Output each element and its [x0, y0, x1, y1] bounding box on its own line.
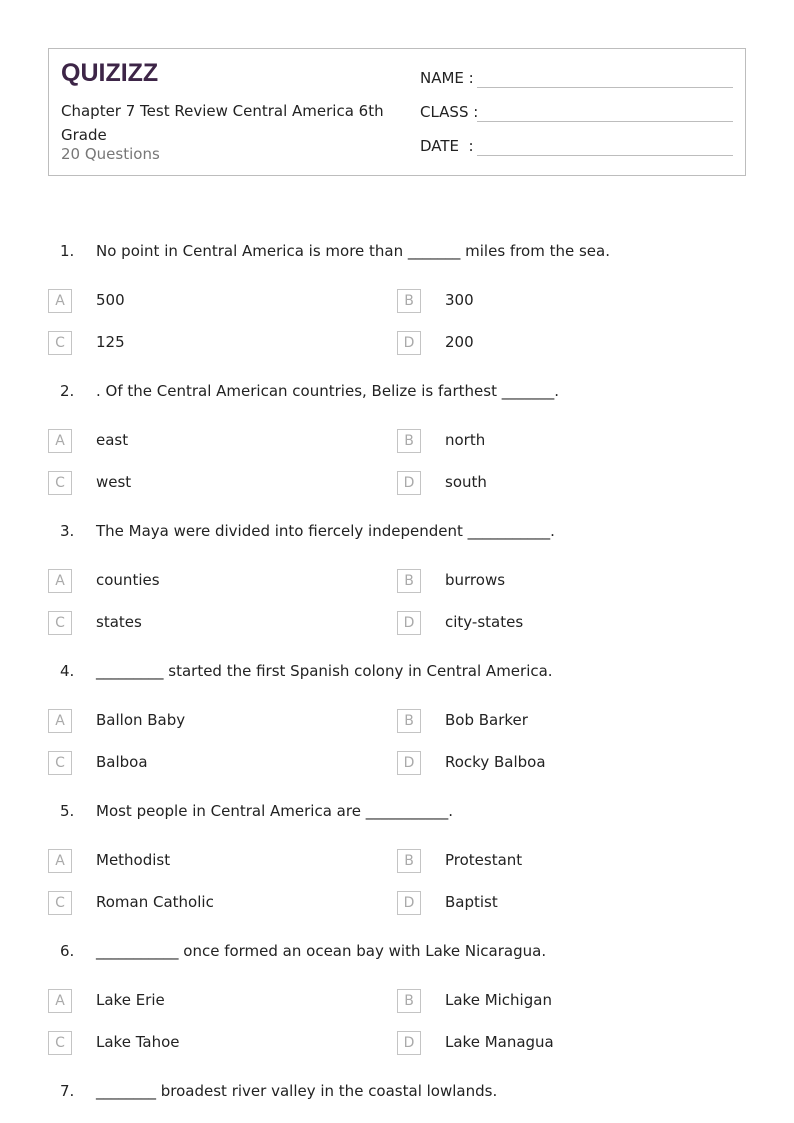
- option-letter-box[interactable]: B: [397, 289, 421, 313]
- option-text: Balboa: [96, 753, 148, 771]
- question-text: No point in Central America is more than _______ miles from the sea.: [96, 242, 610, 260]
- option-letter-box[interactable]: A: [48, 849, 72, 873]
- option-letter-box[interactable]: D: [397, 751, 421, 775]
- option-text: counties: [96, 571, 160, 589]
- name-label: NAME :: [420, 69, 474, 87]
- question-number: 7.: [60, 1082, 75, 1100]
- name-line[interactable]: [477, 87, 733, 88]
- question-text: The Maya were divided into fiercely independent ___________.: [96, 522, 555, 540]
- option-text: Lake Michigan: [445, 991, 552, 1009]
- question-text: _________ started the first Spanish colony in Central America.: [96, 662, 553, 680]
- option-text: Rocky Balboa: [445, 753, 546, 771]
- option-text: west: [96, 473, 132, 491]
- question-text: Most people in Central America are ___________.: [96, 802, 453, 820]
- date-field[interactable]: [420, 137, 474, 155]
- option-letter-box[interactable]: C: [48, 1031, 72, 1055]
- option-text: states: [96, 613, 142, 631]
- option-letter-box[interactable]: D: [397, 611, 421, 635]
- option-text: Baptist: [445, 893, 498, 911]
- option-text: Bob Barker: [445, 711, 528, 729]
- option-text: 200: [445, 333, 474, 351]
- option-letter-box[interactable]: B: [397, 569, 421, 593]
- option-letter-box[interactable]: B: [397, 709, 421, 733]
- option-text: south: [445, 473, 487, 491]
- option-letter-box[interactable]: D: [397, 471, 421, 495]
- option-text: 125: [96, 333, 125, 351]
- class-label: CLASS :: [420, 103, 479, 121]
- option-text: north: [445, 431, 486, 449]
- question-text: . Of the Central American countries, Belize is farthest _______.: [96, 382, 560, 400]
- option-text: burrows: [445, 571, 506, 589]
- option-text: east: [96, 431, 129, 449]
- option-text: 300: [445, 291, 474, 309]
- option-letter-box[interactable]: D: [397, 1031, 421, 1055]
- option-letter-box[interactable]: C: [48, 331, 72, 355]
- question: [0, 802, 794, 911]
- option-letter-box[interactable]: A: [48, 289, 72, 313]
- option-letter-box[interactable]: D: [397, 891, 421, 915]
- question-text: ___________ once formed an ocean bay with Lake Nicaragua.: [96, 942, 547, 960]
- question: [0, 1082, 794, 1106]
- class-field[interactable]: [420, 103, 478, 121]
- option-text: Protestant: [445, 851, 523, 869]
- option-letter-box[interactable]: B: [397, 429, 421, 453]
- question: [0, 942, 794, 1051]
- option-text: Lake Managua: [445, 1033, 554, 1051]
- option-letter-box[interactable]: C: [48, 471, 72, 495]
- name-field[interactable]: [420, 69, 474, 87]
- option-letter-box[interactable]: A: [48, 429, 72, 453]
- question-number: 3.: [60, 522, 75, 540]
- question: [0, 662, 794, 771]
- question-number: 1.: [60, 242, 75, 260]
- option-letter-box[interactable]: C: [48, 751, 72, 775]
- class-line[interactable]: [477, 121, 733, 122]
- option-letter-box[interactable]: A: [48, 989, 72, 1013]
- option-text: Methodist: [96, 851, 171, 869]
- question-text: ________ broadest river valley in the coastal lowlands.: [96, 1082, 498, 1100]
- question: [0, 382, 794, 491]
- option-letter-box[interactable]: B: [397, 849, 421, 873]
- option-text: Ballon Baby: [96, 711, 186, 729]
- option-text: Lake Tahoe: [96, 1033, 180, 1051]
- worksheet-header: [48, 48, 746, 176]
- option-text: Roman Catholic: [96, 893, 214, 911]
- question-number: 5.: [60, 802, 75, 820]
- option-letter-box[interactable]: C: [48, 611, 72, 635]
- question: [0, 522, 794, 631]
- quizizz-logo: QUIZIZZ: [61, 59, 159, 87]
- option-letter-box[interactable]: A: [48, 569, 72, 593]
- option-letter-box[interactable]: A: [48, 709, 72, 733]
- question-number: 2.: [60, 382, 75, 400]
- option-text: city-states: [445, 613, 524, 631]
- option-text: 500: [96, 291, 125, 309]
- worksheet-title: Chapter 7 Test Review Central America 6th Grade: [61, 102, 384, 144]
- question-number: 6.: [60, 942, 75, 960]
- date-line[interactable]: [477, 155, 733, 156]
- option-text: Lake Erie: [96, 991, 165, 1009]
- question-count: 20 Questions: [61, 145, 160, 163]
- option-letter-box[interactable]: C: [48, 891, 72, 915]
- question-number: 4.: [60, 662, 75, 680]
- question: [0, 242, 794, 351]
- option-letter-box[interactable]: B: [397, 989, 421, 1013]
- option-letter-box[interactable]: D: [397, 331, 421, 355]
- date-label: DATE :: [420, 137, 474, 155]
